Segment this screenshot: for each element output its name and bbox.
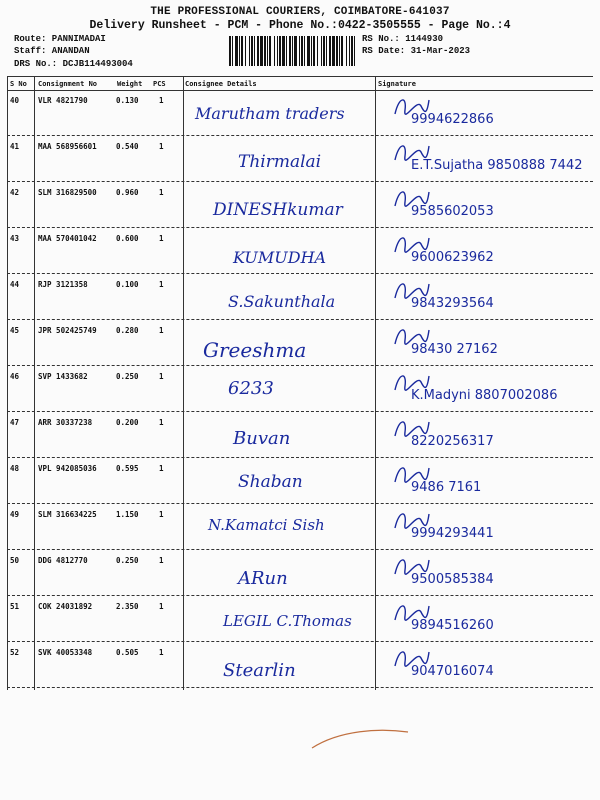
table-header [7, 76, 593, 90]
receiver-phone: 9486 7161 [411, 480, 482, 495]
drs-number: DRS No.: DCJB114493004 [14, 59, 133, 69]
receiver-phone: 9047016074 [411, 664, 494, 679]
consignee-handwriting: S.Sakunthala [228, 292, 336, 311]
staff-label: Staff: ANANDAN [14, 46, 90, 56]
header-weight: Weight [117, 80, 143, 88]
receiver-phone: E.T.Sujatha 9850888 7442 [411, 158, 583, 173]
row-separator [7, 687, 593, 688]
cell-consignment: SLM 316829500 [38, 188, 97, 197]
receiver-phone: K.Madyni 8807002086 [411, 388, 558, 403]
cell-pcs: 1 [159, 96, 164, 105]
cell-sno: 44 [10, 280, 20, 289]
cell-consignment: VLR 4821790 [38, 96, 88, 105]
rs-number: RS No.: 1144930 [362, 34, 444, 44]
cell-consignment: SVP 1433682 [38, 372, 88, 381]
cell-pcs: 1 [159, 372, 164, 381]
cell-sno: 49 [10, 510, 20, 519]
route-label: Route: PANNIMADAI [14, 34, 106, 44]
cell-pcs: 1 [159, 234, 164, 243]
cell-consignment: COK 24031892 [38, 602, 93, 611]
column-divider [375, 76, 376, 690]
consignee-handwriting: Greeshma [203, 338, 307, 362]
table-border-left [7, 76, 8, 690]
receiver-phone: 9894516260 [411, 618, 494, 633]
barcode [229, 36, 355, 66]
table-row [7, 596, 593, 642]
table-row [7, 274, 593, 320]
receiver-phone: 8220256317 [411, 434, 494, 449]
cell-sno: 47 [10, 418, 20, 427]
header-sno: S No [10, 80, 27, 88]
receiver-phone: 9585602053 [411, 204, 494, 219]
cell-consignment: MAA 568956601 [38, 142, 97, 151]
cell-weight: 2.350 [116, 602, 139, 611]
cell-sno: 40 [10, 96, 20, 105]
table-row [7, 642, 593, 688]
cell-weight: 0.200 [116, 418, 139, 427]
cell-weight: 0.280 [116, 326, 139, 335]
cell-pcs: 1 [159, 142, 164, 151]
cell-consignment: DDG 4812770 [38, 556, 88, 565]
cell-pcs: 1 [159, 602, 164, 611]
cell-weight: 0.600 [116, 234, 139, 243]
cell-consignment: SVK 40053348 [38, 648, 93, 657]
cell-pcs: 1 [159, 326, 164, 335]
cell-weight: 0.100 [116, 280, 139, 289]
consignee-handwriting: KUMUDHA [233, 248, 327, 267]
column-divider [34, 76, 35, 690]
ink-stroke [310, 726, 410, 752]
cell-sno: 43 [10, 234, 20, 243]
consignee-handwriting: Marutham traders [195, 104, 345, 123]
cell-sno: 45 [10, 326, 20, 335]
table-row [7, 366, 593, 412]
header-signature: Signature [378, 80, 416, 88]
consignee-handwriting: Stearlin [223, 660, 296, 681]
cell-consignment: ARR 30337238 [38, 418, 93, 427]
cell-consignment: RJP 3121358 [38, 280, 88, 289]
table-row [7, 90, 593, 136]
consignee-handwriting: ARun [238, 568, 288, 589]
receiver-phone: 9994293441 [411, 526, 494, 541]
cell-sno: 51 [10, 602, 20, 611]
cell-weight: 0.250 [116, 372, 139, 381]
cell-pcs: 1 [159, 648, 164, 657]
cell-pcs: 1 [159, 510, 164, 519]
column-divider [183, 76, 184, 690]
consignee-handwriting: Thirmalai [238, 152, 322, 172]
receiver-phone: 9994622866 [411, 112, 494, 127]
consignee-handwriting: 6233 [228, 378, 274, 399]
consignee-handwriting: LEGIL C.Thomas [223, 612, 352, 630]
receiver-phone: 9843293564 [411, 296, 494, 311]
cell-sno: 48 [10, 464, 20, 473]
table-row [7, 412, 593, 458]
cell-pcs: 1 [159, 188, 164, 197]
table-row [7, 320, 593, 366]
cell-weight: 0.960 [116, 188, 139, 197]
cell-sno: 50 [10, 556, 20, 565]
cell-pcs: 1 [159, 418, 164, 427]
table-row [7, 136, 593, 182]
cell-pcs: 1 [159, 464, 164, 473]
runsheet-subtitle: Delivery Runsheet - PCM - Phone No.:0422-3505555 - Page No.:4 [89, 19, 511, 32]
header-pcs: PCS [153, 80, 166, 88]
cell-weight: 0.130 [116, 96, 139, 105]
cell-pcs: 1 [159, 556, 164, 565]
receiver-phone: 9500585384 [411, 572, 494, 587]
cell-weight: 0.595 [116, 464, 139, 473]
consignee-handwriting: Buvan [233, 428, 291, 449]
cell-sno: 46 [10, 372, 20, 381]
cell-consignment: SLM 316634225 [38, 510, 97, 519]
receiver-phone: 98430 27162 [411, 342, 498, 357]
header-consignee: Consignee Details [185, 80, 257, 88]
consignee-handwriting: Shaban [238, 472, 303, 492]
table-row [7, 550, 593, 596]
cell-weight: 0.540 [116, 142, 139, 151]
cell-sno: 41 [10, 142, 20, 151]
cell-sno: 52 [10, 648, 20, 657]
receiver-phone: 9600623962 [411, 250, 494, 265]
cell-sno: 42 [10, 188, 20, 197]
table-top-rule [7, 76, 593, 77]
company-title: THE PROFESSIONAL COURIERS, COIMBATORE-641037 [150, 6, 450, 18]
cell-weight: 1.150 [116, 510, 139, 519]
header-rule [7, 90, 593, 91]
rs-date: RS Date: 31-Mar-2023 [362, 46, 471, 56]
cell-weight: 0.505 [116, 648, 139, 657]
consignee-handwriting: N.Kamatci Sish [208, 516, 325, 534]
header-consignment: Consignment No [38, 80, 98, 88]
cell-weight: 0.250 [116, 556, 139, 565]
table-row [7, 182, 593, 228]
consignee-handwriting: DINESHkumar [213, 200, 343, 220]
table-row [7, 504, 593, 550]
table-row [7, 458, 593, 504]
cell-consignment: JPR 502425749 [38, 326, 97, 335]
cell-consignment: MAA 570401042 [38, 234, 97, 243]
cell-pcs: 1 [159, 280, 164, 289]
table-row [7, 228, 593, 274]
cell-consignment: VPL 942085036 [38, 464, 97, 473]
